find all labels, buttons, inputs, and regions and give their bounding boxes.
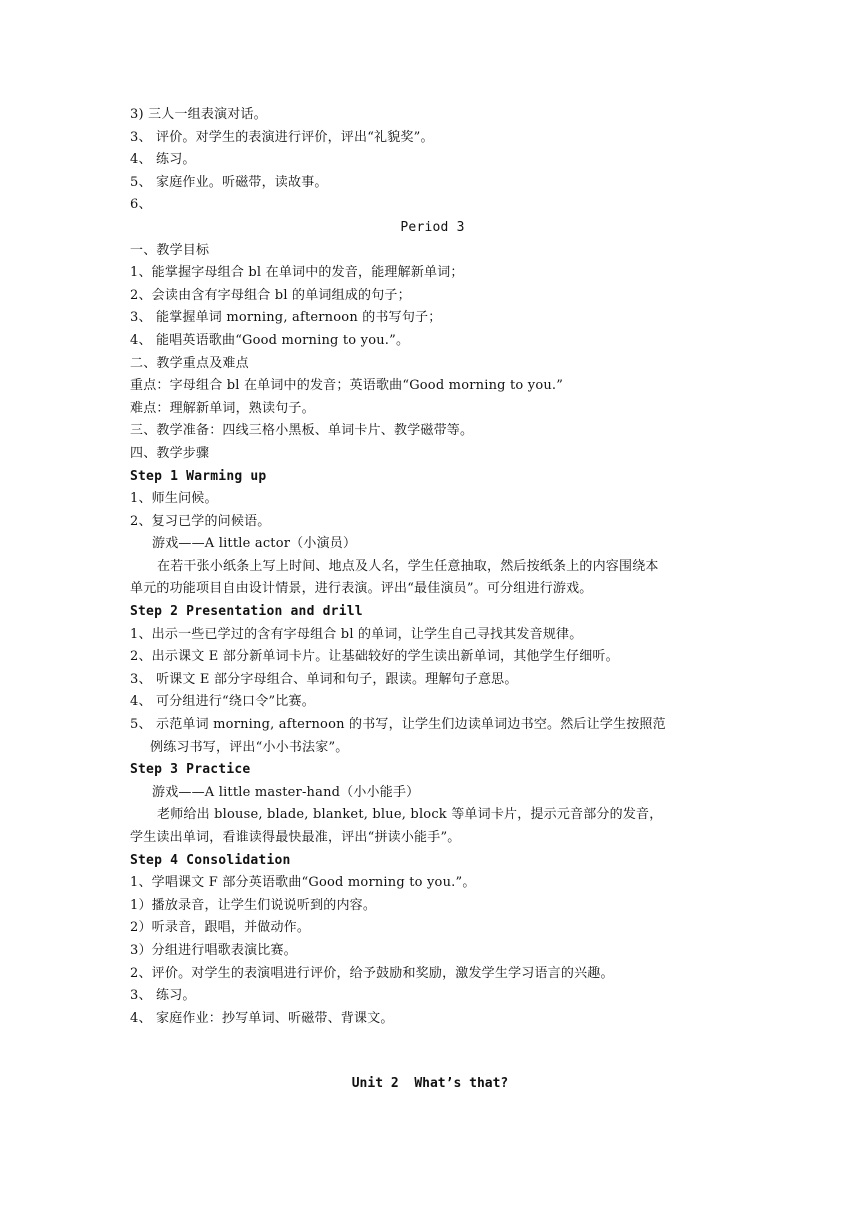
objective-item: 3、 能掌握单词 morning, afternoon 的书写句子； [130, 310, 442, 326]
paragraph-line: 学生读出单词，看谁读得最快最准，评出“拼读小能手”。 [130, 830, 461, 845]
step-item: 4、 可分组进行“绕口令”比赛。 [130, 694, 315, 710]
text-line: 6、 [130, 197, 152, 213]
step-item: 2）听录音，跟唱，并做动作。 [130, 920, 311, 936]
text-line: 3、 评价。对学生的表演进行评价，评出“礼貌奖”。 [130, 129, 434, 145]
section-heading: 四、教学步骤 [130, 445, 210, 461]
objective-item: 4、 能唱英语歌曲“Good morning to you.”。 [130, 332, 410, 348]
step-title: Step 2 Presentation and drill [130, 604, 363, 620]
step-item: 2、评价。对学生的表演唱进行评价，给予鼓励和奖励，激发学生学习语言的兴趣。 [130, 965, 614, 981]
text-line: 5、 家庭作业。听磁带，读故事。 [130, 174, 328, 190]
step-item: 2、复习已学的问候语。 [130, 513, 271, 529]
step-item: 3、 听课文 E 部分字母组合、单词和句子，跟读。理解句子意思。 [130, 671, 518, 687]
text-line: 3) 三人一组表演对话。 [130, 107, 267, 122]
step-item: 1、学唱课文 F 部分英语歌曲“Good morning to you.”。 [130, 875, 476, 891]
objective-item: 1、能掌握字母组合 bl 在单词中的发音，能理解新单词； [130, 265, 464, 281]
step-item: 2、出示课文 E 部分新单词卡片。让基础较好的学生读出新单词，其他学生仔细听。 [130, 649, 619, 665]
paragraph-line: 单元的功能项目自由设计情景，进行表演。评出“最佳演员”。可分组进行游戏。 [130, 581, 593, 597]
step-item: 3）分组进行唱歌表演比赛。 [130, 942, 297, 958]
period-title: Period 3 [400, 219, 465, 235]
paragraph-line: 在若干张小纸条上写上时间、地点及人名，学生任意抽取，然后按纸条上的内容围绕本 [157, 558, 659, 574]
section-heading: 一、教学目标 [130, 242, 210, 258]
text-line: 4、 练习。 [130, 152, 196, 168]
unit-title: Unit 2 What’s that? [351, 1076, 509, 1091]
difficulty-point: 难点：理解新单词，熟读句子。 [130, 400, 315, 416]
game-title: 游戏——A little actor（小演员） [152, 536, 357, 552]
step-item: 5、 示范单词 morning, afternoon 的书写，让学生们边读单词边书空。然后让学生按照范 [130, 717, 666, 733]
game-title: 游戏——A little master-hand（小小能手） [152, 784, 420, 800]
section-heading: 二、教学重点及难点 [130, 355, 249, 371]
step-title: Step 1 Warming up [130, 468, 267, 484]
preparation-line: 三、教学准备：四线三格小黑板、单词卡片、教学磁带等。 [130, 423, 474, 439]
step-title: Step 3 Practice [130, 762, 251, 778]
step-item: 1、出示一些已学过的含有字母组合 bl 的单词，让学生自己寻找其发音规律。 [130, 626, 583, 642]
document-body [130, 104, 735, 1030]
step-item: 1）播放录音，让学生们说说听到的内容。 [130, 897, 377, 913]
step-item: 4、 家庭作业：抄写单词、听磁带、背课文。 [130, 1010, 394, 1026]
objective-item: 2、会读由含有字母组合 bl 的单词组成的句子； [130, 287, 411, 303]
step-item-continuation: 例练习书写，评出“小小书法家”。 [150, 739, 349, 755]
key-point: 重点：字母组合 bl 在单词中的发音；英语歌曲“Good morning to you.” [130, 378, 564, 394]
step-item: 1、师生问候。 [130, 491, 218, 507]
paragraph-line: 老师给出 blouse, blade, blanket, blue, block 等单词卡片，提示元音部分的发音， [157, 807, 663, 823]
step-title: Step 4 Consolidation [130, 852, 291, 868]
step-item: 3、 练习。 [130, 988, 196, 1004]
